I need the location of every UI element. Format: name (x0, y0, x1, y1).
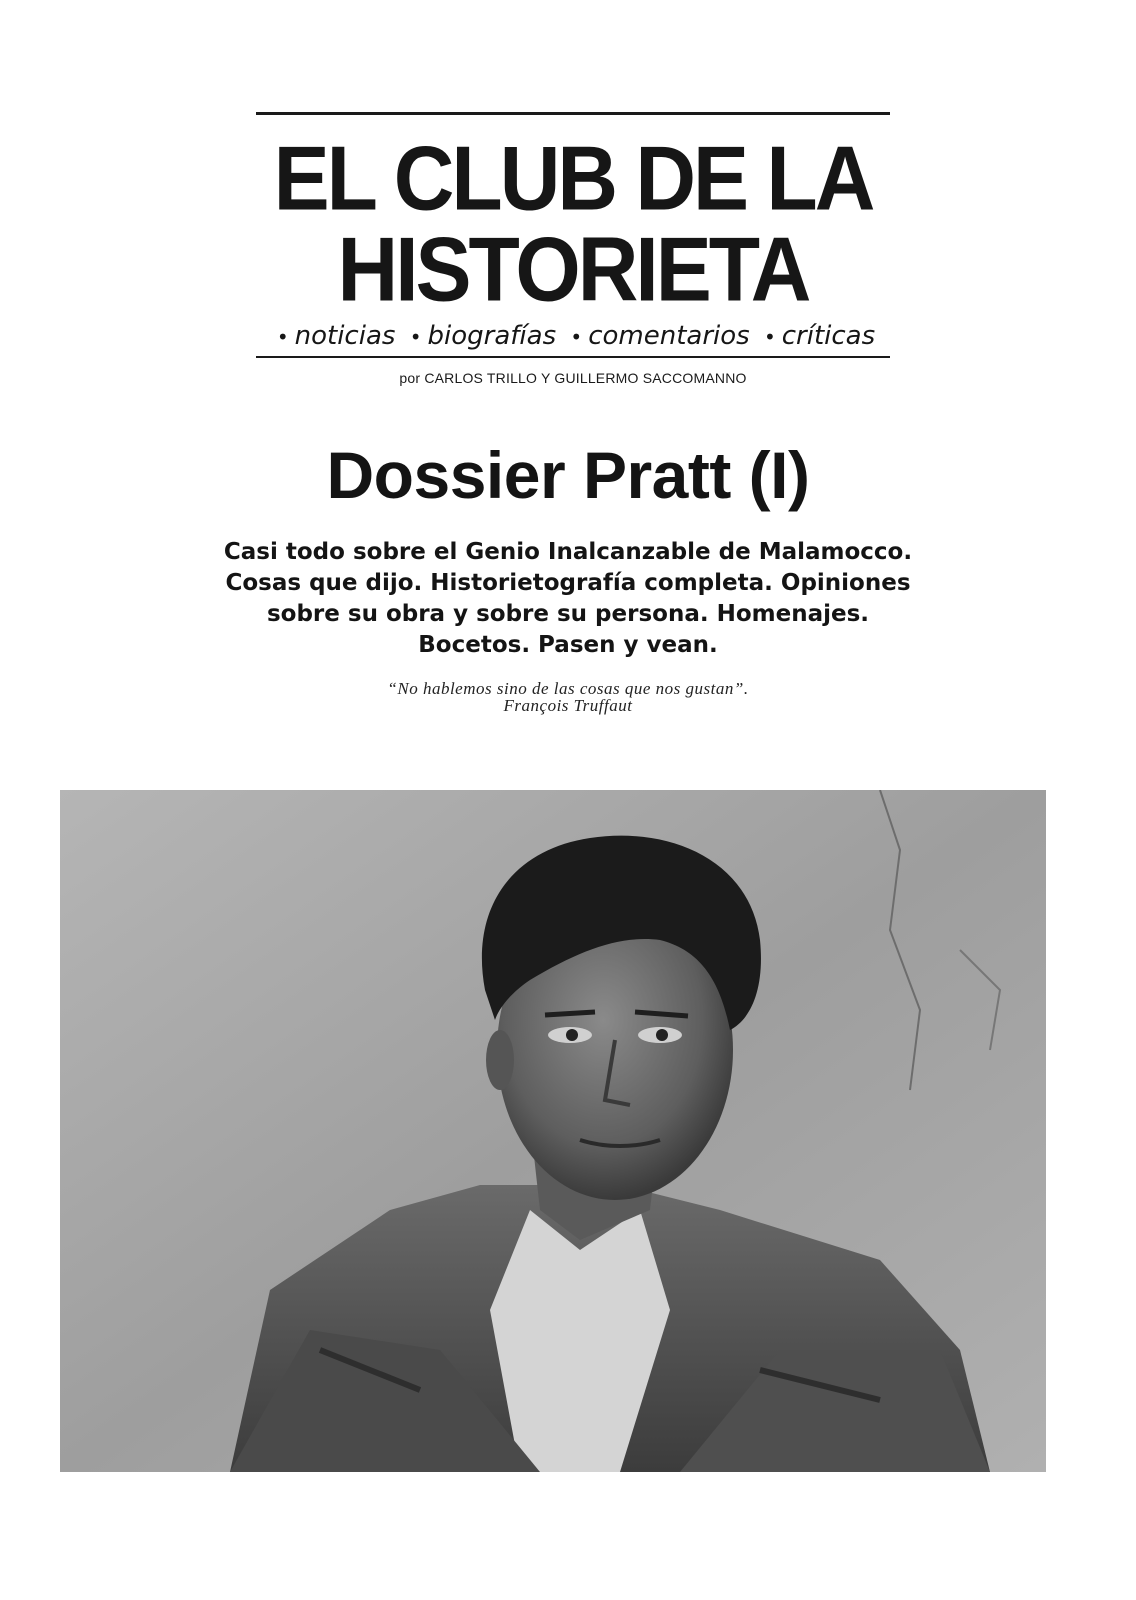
masthead-title (256, 127, 890, 320)
byline: por CARLOS TRILLO Y GUILLERMO SACCOMANNO (399, 370, 747, 386)
tagline-bullet: • (570, 325, 583, 349)
quote-author: François Truffaut (503, 696, 633, 715)
tagline-item-comentarios: comentarios (588, 321, 750, 351)
tagline-bullet: • (763, 325, 776, 349)
tagline-item-criticas: críticas (781, 321, 876, 351)
epigraph-quote (150, 680, 986, 714)
tagline-bullet: • (276, 325, 289, 349)
masthead (256, 112, 890, 386)
masthead-title-line-1: EL CLUB DE LA (273, 127, 873, 230)
article-summary (150, 537, 986, 661)
summary-line: Cosas que dijo. Historietografía completa. Opiniones (225, 570, 911, 596)
masthead-top-rule (256, 112, 890, 115)
quote-text: “No hablemos sino de las cosas que nos gustan”. (387, 679, 749, 698)
tagline-item-noticias: noticias (294, 321, 396, 351)
tagline-item-biografias: biografías (427, 321, 557, 351)
tagline-bullet: • (409, 325, 422, 349)
masthead-title-line-2: HISTORIETA (337, 218, 809, 320)
summary-line: Bocetos. Pasen y vean. (418, 632, 718, 658)
portrait-photo-icon (60, 790, 1046, 1472)
summary-line: sobre su obra y sobre su persona. Homenajes. (266, 601, 870, 627)
article-headline: Dossier Pratt (I) (326, 438, 810, 512)
summary-line: Casi todo sobre el Genio Inalcanzable de Malamocco. (223, 539, 913, 565)
portrait-photo (60, 790, 1046, 1472)
masthead-bottom-rule (256, 356, 890, 358)
masthead-tagline (256, 321, 890, 352)
